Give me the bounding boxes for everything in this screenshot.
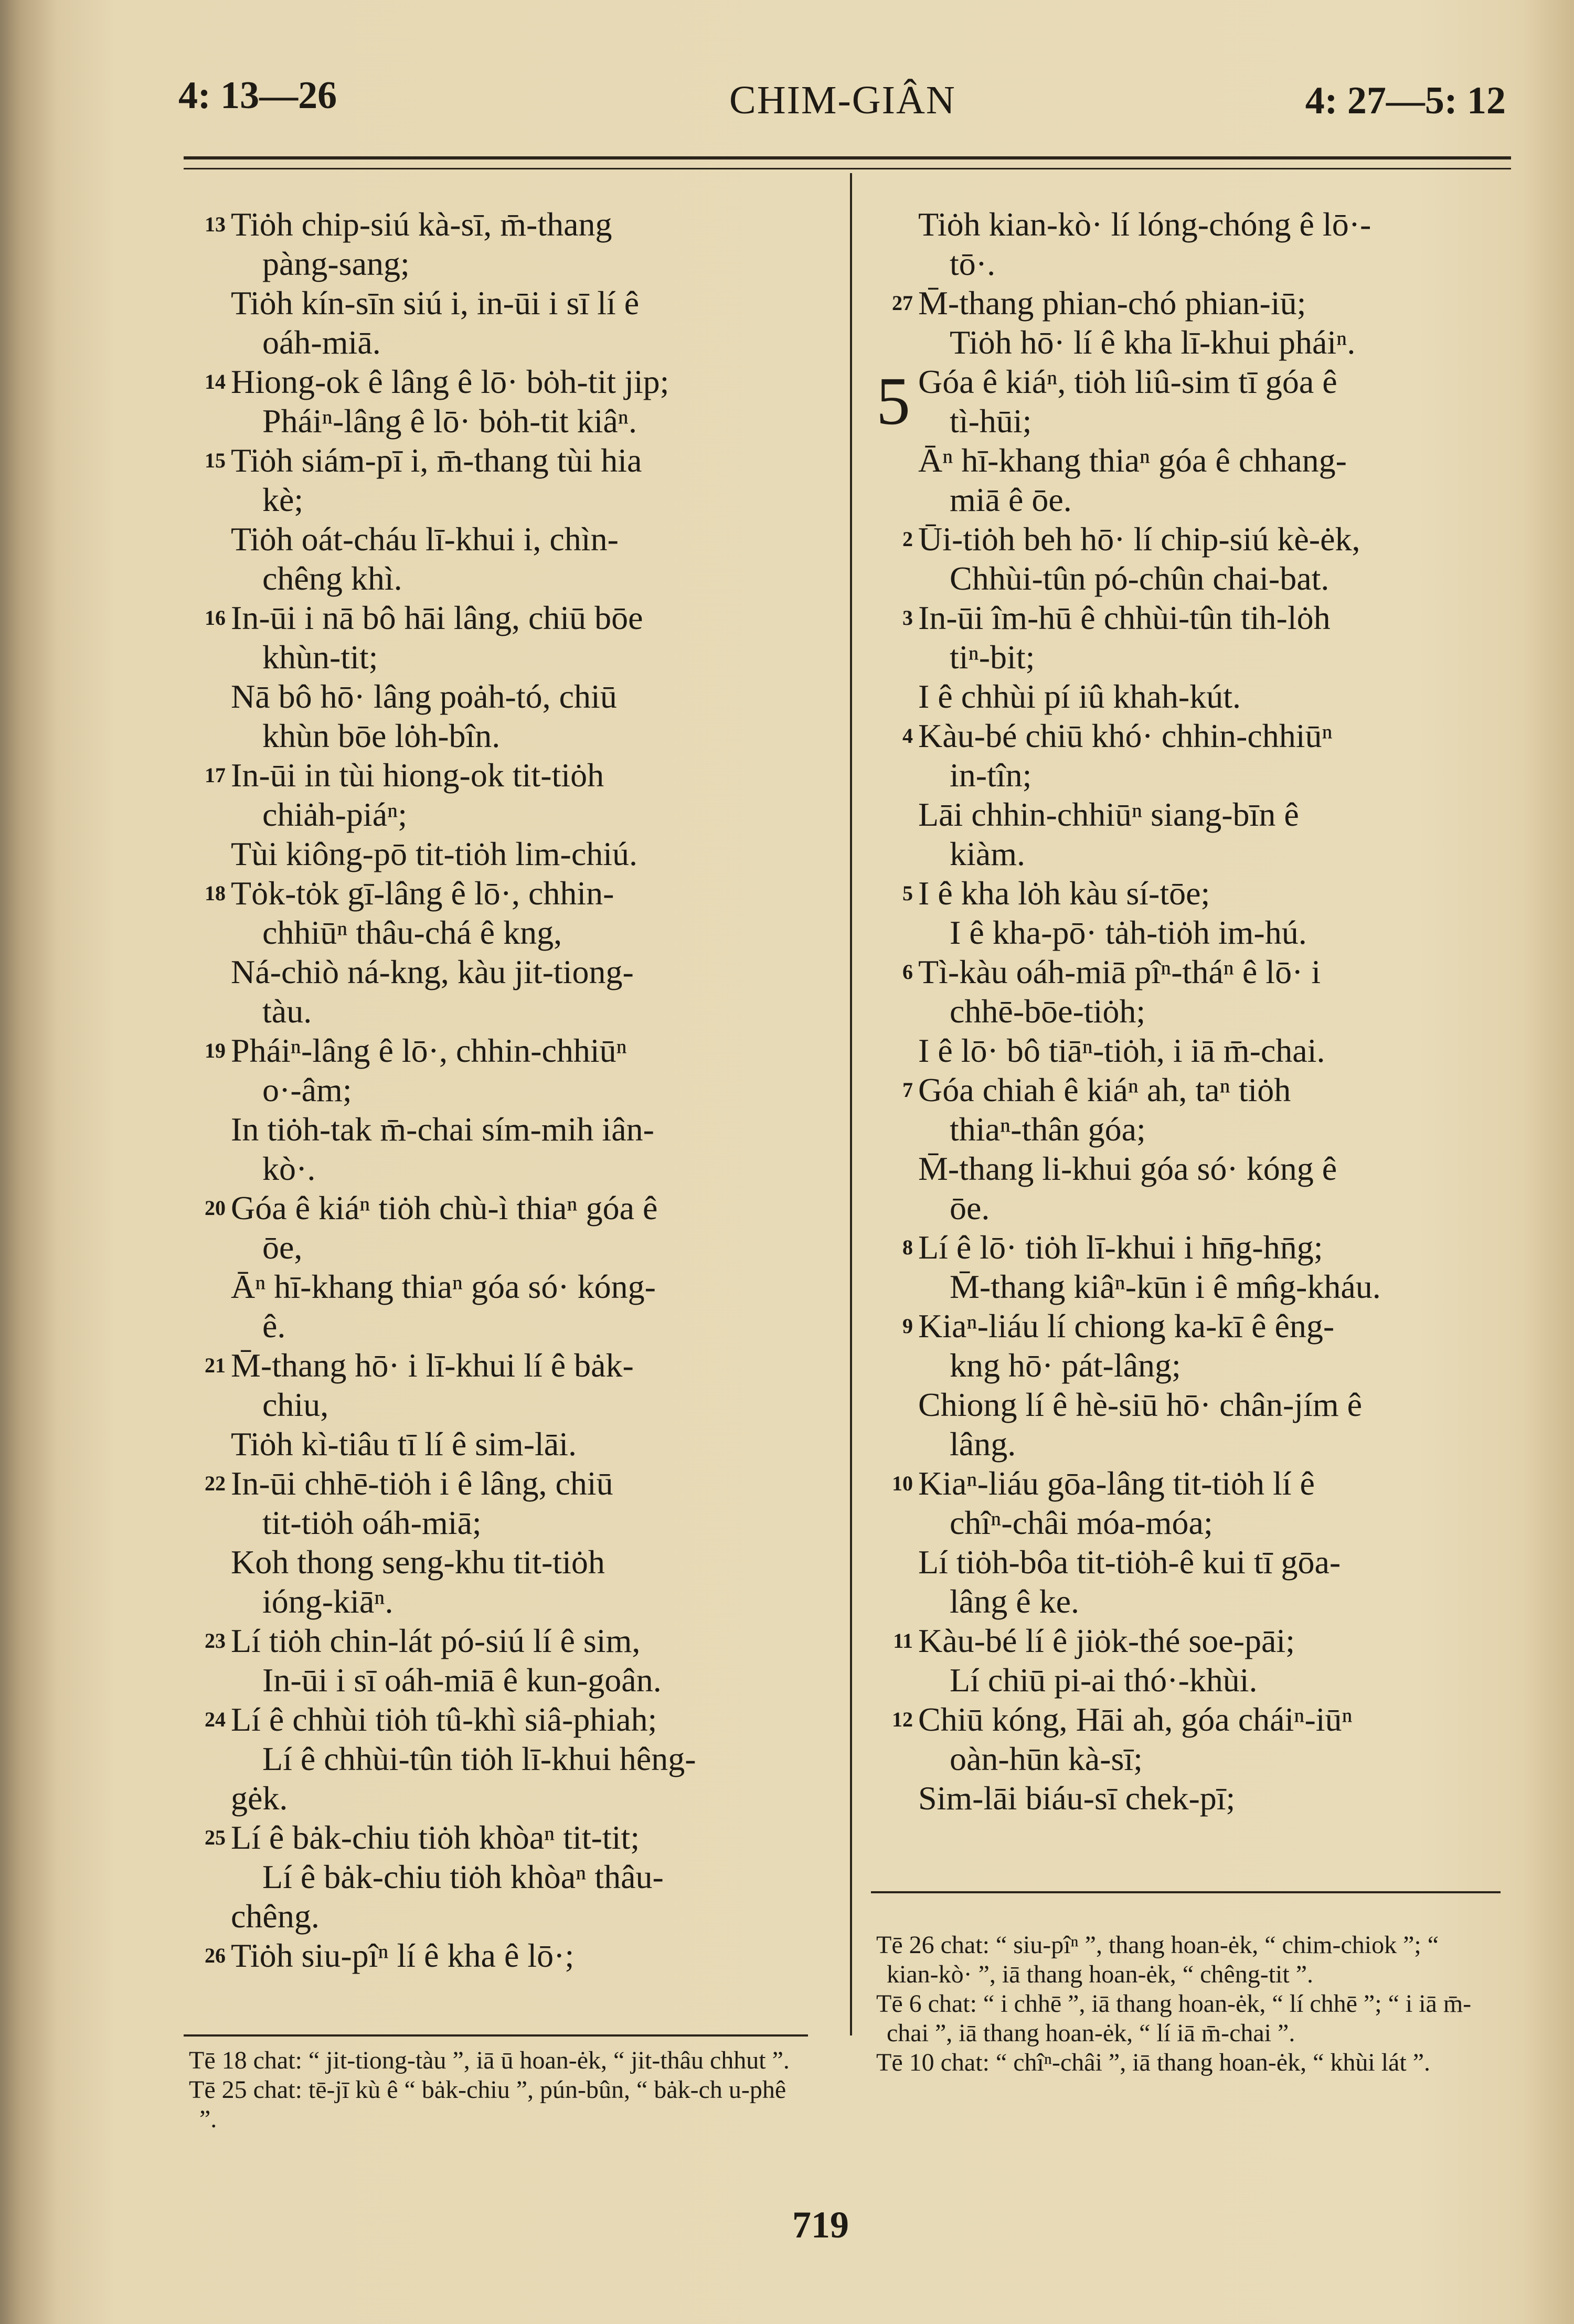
verse-line: chiu,	[262, 1386, 329, 1423]
column-divider	[850, 173, 852, 2035]
verse-number: 25	[205, 1826, 226, 1849]
verse-line: chhiūⁿ thâu-chá ê kng,	[262, 914, 562, 951]
verse-line: Ná-chiò ná-kng, kàu jit-tiong-	[231, 953, 634, 990]
verse-line: M̄-thang hō· i lī-khui lí ê bȧk-	[231, 1347, 634, 1384]
verse-line: Lí ê chhùi tiȯh tû-khì siâ-phiah;	[231, 1701, 657, 1738]
verse-number: 15	[205, 449, 226, 472]
verse-line: Lí tiȯh-bôa tit-tiȯh-ê kui tī gōa-	[918, 1543, 1341, 1581]
verse-line: Lí tiȯh chin-lát pó-siú lí ê sim,	[231, 1622, 641, 1659]
header-rule-thin	[184, 168, 1511, 169]
verse	[866, 952, 1511, 1070]
footnotes-right	[866, 1931, 1495, 2077]
verse-line: tit-tiȯh oáh-miā;	[262, 1504, 482, 1541]
verse-line: Koh thong seng-khu tit-tiȯh	[231, 1543, 605, 1581]
verse-line: chîⁿ-châi móa-móa;	[950, 1504, 1213, 1541]
verse-line: Nā bô hō· lâng poȧh-tó, chiū	[231, 678, 617, 715]
verse	[866, 283, 1511, 362]
verse-line: Sim-lāi biáu-sī chek-pī;	[918, 1779, 1236, 1817]
verse	[866, 205, 1511, 283]
verse-line: Ūi-tiȯh beh hō· lí chip-siú kè-ėk,	[918, 520, 1360, 558]
verse-line: Góa ê kiáⁿ tiȯh chù-ì thiaⁿ góa ê	[231, 1189, 658, 1227]
verse-line: Hiong-ok ê lâng ê lō· bȯh-tit jip;	[231, 363, 669, 400]
verse-number: 5	[902, 881, 913, 905]
verse	[866, 519, 1511, 598]
verse-line: tiⁿ-bit;	[950, 638, 1035, 676]
verse-line: gėk.	[231, 1779, 288, 1817]
verse-number: 22	[205, 1472, 226, 1495]
verse-line: chiȧh-piáⁿ;	[262, 796, 408, 833]
verse-line: Góa ê kiáⁿ, tiȯh liû-sim tī góa ê	[918, 363, 1337, 400]
verse-line: M̄-thang li-khui góa só· kóng ê	[918, 1150, 1337, 1187]
verse-number: 19	[205, 1039, 226, 1062]
footnote-rule-left	[184, 2034, 808, 2037]
verse-line: In-ūi îm-hū ê chhùi-tûn tih-lȯh	[918, 599, 1331, 636]
verse-line: Lí ê lō· tiȯh lī-khui i hn̄g-hn̄g;	[918, 1229, 1323, 1266]
verse-line: I ê lō· bô tiāⁿ-tiȯh, i iā m̄-chai.	[918, 1032, 1325, 1069]
verse-line: Tȯk-tȯk gī-lâng ê lō·, chhin-	[231, 875, 614, 912]
verse-line: ōe.	[950, 1189, 990, 1227]
verse	[178, 1621, 829, 1700]
verse-number: 2	[902, 527, 913, 551]
verse-number: 17	[205, 763, 226, 787]
verse-line: Kàu-bé chiū khó· chhin-chhiūⁿ	[918, 717, 1333, 754]
chapter-number: 5	[876, 364, 910, 439]
verse-line: pàng-sang;	[262, 245, 410, 282]
verse-line: Tiȯh siám-pī i, m̄-thang tùi hia	[231, 442, 642, 479]
verse-line: Pháiⁿ-lâng ê lō·, chhin-chhiūⁿ	[231, 1032, 627, 1069]
verse	[866, 1306, 1511, 1464]
verse-line: chhē-bōe-tiȯh;	[950, 993, 1146, 1030]
verse-number: 7	[902, 1078, 913, 1102]
verse-line: kiàm.	[950, 835, 1025, 872]
verse-line: ióng-kiāⁿ.	[262, 1583, 393, 1620]
footnote: Tē 10 chat: “ chîⁿ-châi ”, iā thang hoan-ėk, “ khùi lát ”.	[876, 2049, 1430, 2076]
verse-line: chêng.	[231, 1897, 320, 1935]
verse-number: 24	[205, 1708, 226, 1731]
verse	[866, 1070, 1511, 1228]
verse	[178, 441, 829, 598]
verse-line: Tiȯh chip-siú kà-sī, m̄-thang	[231, 206, 612, 243]
verse-line: Āⁿ hī-khang thiaⁿ góa só· kóng-	[231, 1268, 656, 1305]
verse	[866, 873, 1511, 952]
verse	[178, 205, 829, 362]
verse-line: Chhùi-tûn pó-chûn chai-bat.	[950, 560, 1330, 597]
verse	[178, 1346, 829, 1464]
verse-line: miā ê ōe.	[950, 481, 1072, 518]
verse-number: 3	[902, 606, 913, 630]
footnote: Tē 18 chat: “ jit-tiong-tàu ”, iā ū hoan-ėk, “ jit-thâu chhut ”.	[189, 2046, 790, 2074]
verse-line: Lí ê chhùi-tûn tiȯh lī-khui hêng-	[262, 1740, 696, 1777]
header-rule	[184, 156, 1511, 159]
verse-line: tì-hūi;	[950, 402, 1032, 440]
verse-number: 14	[205, 370, 226, 393]
verse-line: lâng.	[950, 1425, 1016, 1463]
verse-line: In-ūi in tùi hiong-ok tit-tiȯh	[231, 756, 604, 794]
verse-line: Tiȯh kín-sīn siú i, in-ūi i sī lí ê	[231, 284, 640, 322]
verse-number: 10	[892, 1472, 913, 1495]
verse-line: Tì-kàu oáh-miā pîⁿ-tháⁿ ê lō· i	[918, 953, 1321, 990]
verse-line: tō·.	[950, 245, 996, 282]
verse	[178, 873, 829, 1031]
verse-line: oàn-hūn kà-sī;	[950, 1740, 1143, 1777]
verse-line: lâng ê ke.	[950, 1583, 1079, 1620]
verse-line: ōe,	[262, 1229, 303, 1266]
verse-line: kng hō· pát-lâng;	[950, 1347, 1181, 1384]
verse	[178, 1464, 829, 1621]
verse	[866, 598, 1511, 716]
verse-line: Lí ê bȧk-chiu tiȯh khòaⁿ thâu-	[262, 1858, 664, 1895]
header-right-reference: 4: 27—5: 12	[1305, 79, 1506, 122]
verse-number: 9	[902, 1314, 913, 1338]
verse-number: 18	[205, 881, 226, 905]
verse	[178, 1818, 829, 1936]
verse-number: 12	[892, 1708, 913, 1731]
verse-line: kò·.	[262, 1150, 316, 1187]
verse-line: Tiȯh siu-pîⁿ lí ê kha ê lō·;	[231, 1937, 575, 1974]
verse-line: khùn-tit;	[262, 638, 378, 676]
verse	[178, 755, 829, 873]
verse-line: Kàu-bé lí ê jiȯk-thé soe-pāi;	[918, 1622, 1295, 1659]
verse	[178, 1700, 829, 1818]
verse-number: 20	[205, 1196, 226, 1220]
verse-line: Lí chiū pi-ai thó·-khùi.	[950, 1661, 1258, 1699]
verse-line: Góa chiah ê kiáⁿ ah, taⁿ tiȯh	[918, 1071, 1291, 1108]
running-header	[178, 68, 1522, 126]
verse	[866, 716, 1511, 873]
verse-line: Tùi kiông-pō tit-tiȯh lim-chiú.	[231, 835, 638, 872]
chapter-start	[866, 362, 1511, 519]
verse-line: I ê chhùi pí iû khah-kút.	[918, 678, 1241, 715]
verse-number: 13	[205, 212, 226, 236]
verse-line: I ê kha-pō· tȧh-tiȯh im-hú.	[950, 914, 1307, 951]
verse-line: M̄-thang phian-chó phian-iū;	[918, 284, 1306, 322]
verse-number: 16	[205, 606, 226, 630]
verse-line: Tiȯh kian-kò· lí lóng-chóng ê lō·-	[918, 206, 1371, 243]
verse-line: Tiȯh oát-cháu lī-khui i, chìn-	[231, 520, 619, 558]
verse-line: chêng khì.	[262, 560, 402, 597]
verse	[178, 1031, 829, 1188]
verse-line: Chiū kóng, Hāi ah, góa cháiⁿ-iūⁿ	[918, 1701, 1353, 1738]
left-column	[178, 205, 829, 1975]
verse-number: 26	[205, 1944, 226, 1967]
verse-line: khùn bōe lȯh-bîn.	[262, 717, 501, 754]
verse-line: In tiȯh-tak m̄-chai sím-mih iân-	[231, 1111, 654, 1148]
footnote: Tē 6 chat: “ i chhē ”, iā thang hoan-ėk, “ lí chhē ”; “ i iā m̄-chai ”, iā thang hoan-ėk, “ lí iā m̄-chai ”.	[876, 1990, 1472, 2047]
verse	[866, 1464, 1511, 1621]
verse-line: I ê kha lȯh kàu sí-tōe;	[918, 875, 1210, 912]
verse-number: 21	[205, 1353, 226, 1377]
verse-line: In-ūi chhē-tiȯh i ê lâng, chiū	[231, 1465, 613, 1502]
verse-line: in-tîn;	[950, 756, 1032, 794]
page-number: 719	[792, 2204, 849, 2246]
verse-line: kè;	[262, 481, 304, 518]
verse-line: In-ūi i nā bô hāi lâng, chiū bōe	[231, 599, 643, 636]
verse-line: Tiȯh hō· lí ê kha lī-khui pháiⁿ.	[950, 324, 1356, 361]
verse-line: Chiong lí ê hè-siū hō· chân-jím ê	[918, 1386, 1363, 1423]
verse	[178, 1188, 829, 1346]
verse-line: Tiȯh kì-tiâu tī lí ê sim-lāi.	[231, 1425, 577, 1463]
verse	[178, 362, 829, 441]
verse	[866, 1621, 1511, 1700]
verse-line: Kiaⁿ-liáu gōa-lâng tit-tiȯh lí ê	[918, 1465, 1315, 1502]
footnote: Tē 25 chat: tē-jī kù ê “ bȧk-chiu ”, pún-bûn, “ bȧk-ch u-phê ”.	[189, 2076, 786, 2133]
right-column	[866, 205, 1511, 1818]
footnotes-left	[178, 2046, 808, 2134]
verse-line: ê.	[262, 1307, 286, 1345]
verse-number: 4	[902, 724, 913, 748]
verse-line: In-ūi i sī oáh-miā ê kun-goân.	[262, 1661, 662, 1699]
verse-line: Pháiⁿ-lâng ê lō· bȯh-tit kiâⁿ.	[262, 402, 637, 440]
verse	[178, 1936, 829, 1975]
verse-number: 23	[205, 1629, 226, 1653]
verse-line: tàu.	[262, 993, 312, 1030]
verse-line: thiaⁿ-thân góa;	[950, 1111, 1146, 1148]
verse-number: 27	[892, 291, 913, 315]
footnote-rule-right	[871, 1891, 1501, 1893]
verse-line: Kiaⁿ-liáu lí chiong ka-kī ê êng-	[918, 1307, 1335, 1345]
header-left-reference: 4: 13—26	[178, 74, 337, 117]
verse-line: Lāi chhin-chhiūⁿ siang-bīn ê	[918, 796, 1299, 833]
verse-line: Lí ê bȧk-chiu tiȯh khòaⁿ tit-tit;	[231, 1819, 640, 1856]
verse-line: M̄-thang kiâⁿ-kūn i ê mn̂g-kháu.	[950, 1268, 1381, 1305]
header-book-title: CHIM-GIÂN	[729, 78, 956, 122]
verse-number: 6	[902, 960, 913, 984]
verse-line: Āⁿ hī-khang thiaⁿ góa ê chhang-	[918, 442, 1347, 479]
verse-number: 11	[893, 1629, 913, 1653]
verse-number: 8	[902, 1235, 913, 1259]
verse	[866, 1700, 1511, 1818]
verse-line: o·-âm;	[262, 1071, 352, 1108]
verse	[178, 598, 829, 755]
verse	[866, 1228, 1511, 1306]
footnote: Tē 26 chat: “ siu-pîⁿ ”, thang hoan-ėk, “ chim-chiok ”; “ kian-kò· ”, iā thang hoan-ėk, “ chêng-tit ”.	[876, 1931, 1439, 1988]
verse-line: oáh-miā.	[262, 324, 381, 361]
